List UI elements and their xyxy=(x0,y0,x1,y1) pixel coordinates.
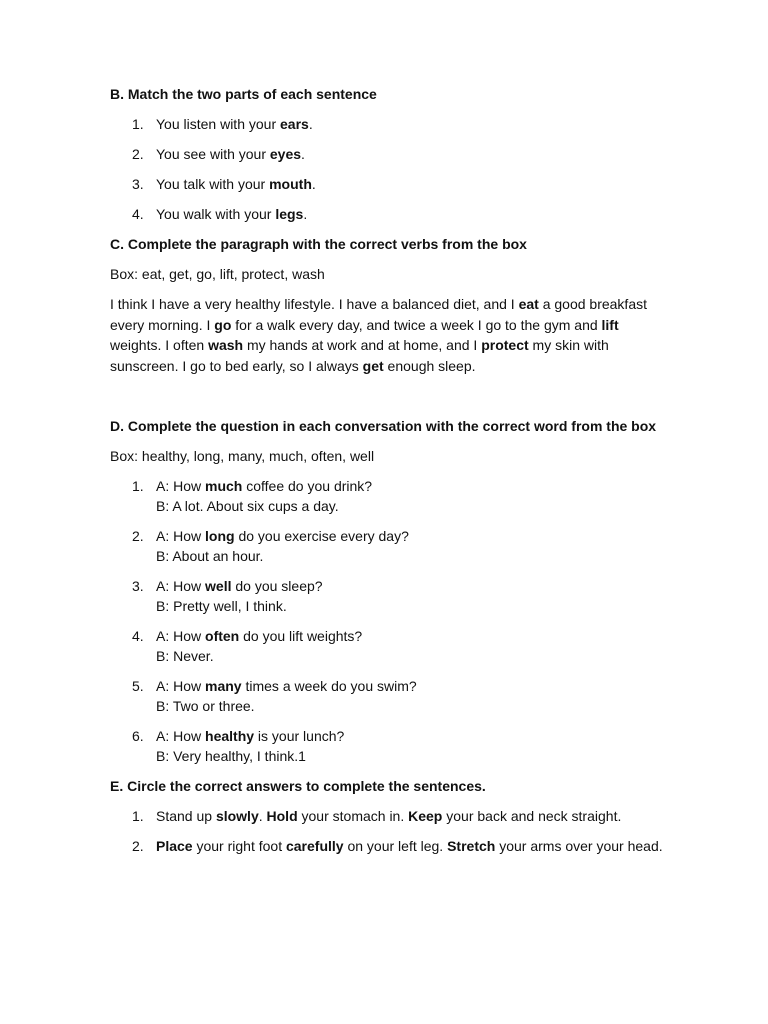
answer-word: many xyxy=(205,678,242,694)
reply-text: B: A lot. About six cups a day. xyxy=(156,498,339,514)
list-item xyxy=(110,626,670,666)
section-c-paragraph xyxy=(110,294,670,376)
item-text: . xyxy=(258,808,267,824)
reply-text: B: Never. xyxy=(156,648,214,664)
item-number: 4. xyxy=(132,206,144,222)
question-text: coffee do you drink? xyxy=(242,478,373,494)
item-number: 3. xyxy=(132,578,144,594)
section-e-heading: E. Circle the correct answers to complete the sentences. xyxy=(110,778,486,794)
item-number: 6. xyxy=(132,728,144,744)
answer-word: long xyxy=(205,528,235,544)
answer-word: Keep xyxy=(408,808,443,824)
answer-word: ears xyxy=(280,116,309,132)
answer-word: Stretch xyxy=(447,838,496,854)
answer-word: well xyxy=(205,578,232,594)
item-number: 4. xyxy=(132,628,144,644)
section-b-heading: B. Match the two parts of each sentence xyxy=(110,86,377,102)
reply-text: B: Very healthy, I think.1 xyxy=(156,748,306,764)
answer-word: Place xyxy=(156,838,193,854)
list-item xyxy=(110,836,670,856)
list-item xyxy=(110,204,670,224)
list-item xyxy=(110,526,670,566)
answer-word: slowly xyxy=(215,808,259,824)
answer-word: much xyxy=(205,478,243,494)
section-b-list xyxy=(110,114,670,224)
list-item xyxy=(110,144,670,164)
answer-word: legs xyxy=(275,206,304,222)
item-text: your right foot xyxy=(192,838,286,854)
question-text: do you exercise every day? xyxy=(234,528,409,544)
item-text: on your left leg. xyxy=(343,838,448,854)
item-text: Stand up xyxy=(156,808,216,824)
item-number: 3. xyxy=(132,176,144,192)
paragraph-text: my skin with sunscreen. I go to bed early, so I always xyxy=(110,337,609,374)
item-number: 2. xyxy=(132,528,144,544)
item-text: . xyxy=(301,146,305,162)
item-text: You talk with your xyxy=(156,176,270,192)
section-d-word-box: Box: healthy, long, many, much, often, well xyxy=(110,448,375,464)
item-number: 1. xyxy=(132,808,144,824)
item-text: . xyxy=(303,206,308,222)
list-item xyxy=(110,476,670,516)
answer-word: protect xyxy=(481,337,529,353)
section-c-word-box: Box: eat, get, go, lift, protect, wash xyxy=(110,266,325,282)
list-item xyxy=(110,174,670,194)
item-text: your stomach in. xyxy=(297,808,409,824)
list-item xyxy=(110,576,670,616)
question-text: A: How xyxy=(156,578,206,594)
question-text: A: How xyxy=(156,628,206,644)
paragraph-text: I think I have a very healthy lifestyle. I have a balanced diet, and I xyxy=(110,296,519,312)
list-item xyxy=(110,726,670,766)
question-text: A: How xyxy=(156,528,206,544)
answer-word: eyes xyxy=(269,146,302,162)
question-text: is your lunch? xyxy=(254,728,345,744)
reply-text: B: Two or three. xyxy=(156,698,255,714)
answer-word: Hold xyxy=(266,808,298,824)
answer-word: lift xyxy=(601,316,619,333)
item-number: 1. xyxy=(132,478,144,494)
paragraph-text: for a walk every day, and twice a week I go to the gym and xyxy=(231,316,602,333)
answer-word: often xyxy=(205,628,240,644)
paragraph-text: my hands at work and at home, and I xyxy=(243,337,482,353)
question-text: times a week do you swim? xyxy=(241,678,417,694)
paragraph-text: weights. I often xyxy=(110,337,209,353)
question-text: do you sleep? xyxy=(231,578,323,594)
item-number: 2. xyxy=(132,146,144,162)
item-text: You listen with your xyxy=(156,116,280,132)
reply-text: B: Pretty well, I think. xyxy=(156,598,287,614)
item-text: your arms over your head. xyxy=(495,838,663,854)
question-text: A: How xyxy=(156,728,206,744)
paragraph-text: a good breakfast every morning. I xyxy=(110,296,647,333)
list-item xyxy=(110,806,670,826)
question-text: do you lift weights? xyxy=(239,628,363,644)
item-text: your back and neck straight. xyxy=(442,808,622,824)
answer-word: go xyxy=(214,316,232,333)
answer-word: carefully xyxy=(285,838,344,854)
answer-word: eat xyxy=(518,296,539,312)
section-e-list xyxy=(110,806,670,856)
item-text: . xyxy=(311,176,316,192)
item-text: You see with your xyxy=(156,146,270,162)
item-number: 1. xyxy=(132,116,144,132)
section-c-heading: C. Complete the paragraph with the correct verbs from the box xyxy=(110,236,527,252)
section-d-list xyxy=(110,476,670,766)
list-item xyxy=(110,114,670,134)
worksheet-content xyxy=(110,84,670,866)
answer-word: get xyxy=(362,357,384,374)
answer-word: mouth xyxy=(269,176,312,192)
question-text: A: How xyxy=(156,678,206,694)
question-text: A: How xyxy=(156,478,206,494)
answer-word: wash xyxy=(208,337,244,353)
paragraph-text: enough sleep. xyxy=(383,357,476,374)
answer-word: healthy xyxy=(205,728,255,744)
item-text: . xyxy=(308,116,313,132)
list-item xyxy=(110,676,670,716)
item-number: 5. xyxy=(132,678,144,694)
item-text: You walk with your xyxy=(156,206,276,222)
item-number: 2. xyxy=(132,838,144,854)
section-d-heading: D. Complete the question in each conversation with the correct word from the box xyxy=(110,418,657,434)
reply-text: B: About an hour. xyxy=(156,548,264,564)
